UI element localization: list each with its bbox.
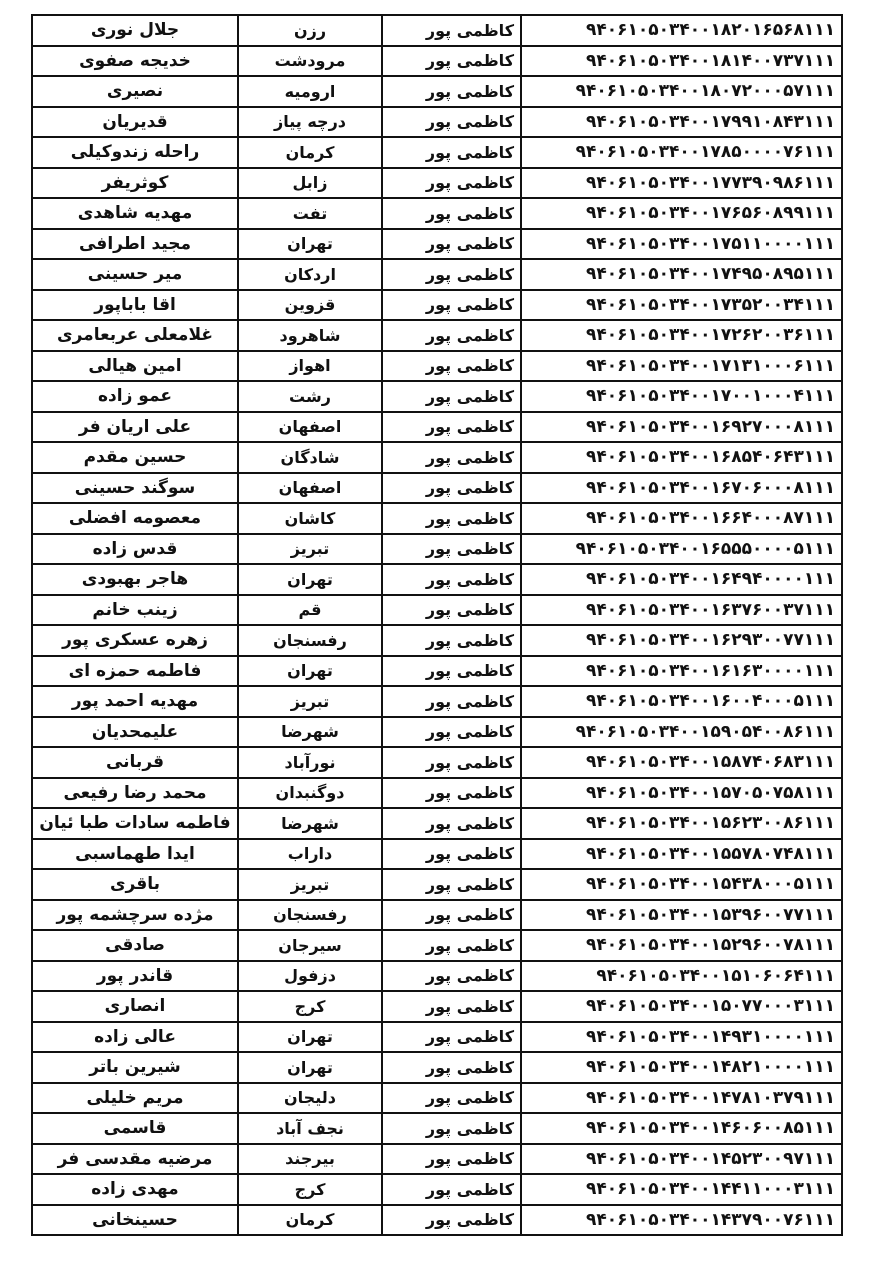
tracking-code-cell: ۹۴۰۶۱۰۵۰۳۴۰۰۱۶۰۰۴۰۰۰۵۱۱۱ bbox=[521, 686, 842, 717]
customer-name-cell: قاندر پور bbox=[32, 961, 238, 992]
customer-name-cell: قاسمی bbox=[32, 1113, 238, 1144]
city-cell: شهرضا bbox=[238, 808, 382, 839]
table-row bbox=[32, 137, 842, 168]
tracking-code-cell: ۹۴۰۶۱۰۵۰۳۴۰۰۱۵۱۰۶۰۶۴۱۱۱ bbox=[521, 961, 842, 992]
tracking-code-cell: ۹۴۰۶۱۰۵۰۳۴۰۰۱۶۳۷۶۰۰۳۷۱۱۱ bbox=[521, 595, 842, 626]
agent-cell: کاظمی پور bbox=[382, 503, 521, 534]
tracking-code-cell: ۹۴۰۶۱۰۵۰۳۴۰۰۱۵۰۷۷۰۰۰۳۱۱۱ bbox=[521, 991, 842, 1022]
table-row bbox=[32, 442, 842, 473]
table-row bbox=[32, 168, 842, 199]
city-cell: کرج bbox=[238, 991, 382, 1022]
tracking-code-cell: ۹۴۰۶۱۰۵۰۳۴۰۰۱۷۷۳۹۰۹۸۶۱۱۱ bbox=[521, 168, 842, 199]
table-row bbox=[32, 930, 842, 961]
agent-cell: کاظمی پور bbox=[382, 320, 521, 351]
city-cell: رزن bbox=[238, 15, 382, 46]
tracking-code-cell: ۹۴۰۶۱۰۵۰۳۴۰۰۱۶۶۴۰۰۰۸۷۱۱۱ bbox=[521, 503, 842, 534]
city-cell: رشت bbox=[238, 381, 382, 412]
city-cell: تفت bbox=[238, 198, 382, 229]
city-cell: شهرضا bbox=[238, 717, 382, 748]
customer-name-cell: مجید اطرافی bbox=[32, 229, 238, 260]
customer-name-cell: علیمحدیان bbox=[32, 717, 238, 748]
city-cell: کرمان bbox=[238, 137, 382, 168]
customer-name-cell: مژده سرچشمه پور bbox=[32, 900, 238, 931]
city-cell: قم bbox=[238, 595, 382, 626]
tracking-code-cell: ۹۴۰۶۱۰۵۰۳۴۰۰۱۷۲۶۲۰۰۳۶۱۱۱ bbox=[521, 320, 842, 351]
table-row bbox=[32, 1205, 842, 1236]
agent-cell: کاظمی پور bbox=[382, 564, 521, 595]
agent-cell: کاظمی پور bbox=[382, 381, 521, 412]
tracking-code-cell: ۹۴۰۶۱۰۵۰۳۴۰۰۱۷۵۱۱۰۰۰۰۱۱۱ bbox=[521, 229, 842, 260]
agent-cell: کاظمی پور bbox=[382, 1083, 521, 1114]
tracking-code-cell: ۹۴۰۶۱۰۵۰۳۴۰۰۱۵۵۷۸۰۷۴۸۱۱۱ bbox=[521, 839, 842, 870]
table-row bbox=[32, 534, 842, 565]
table-row bbox=[32, 1083, 842, 1114]
city-cell: قزوین bbox=[238, 290, 382, 321]
customer-name-cell: میر حسینی bbox=[32, 259, 238, 290]
city-cell: تهران bbox=[238, 656, 382, 687]
agent-cell: کاظمی پور bbox=[382, 930, 521, 961]
city-cell: تهران bbox=[238, 564, 382, 595]
tracking-code-cell: ۹۴۰۶۱۰۵۰۳۴۰۰۱۴۵۲۳۰۰۹۷۱۱۱ bbox=[521, 1144, 842, 1175]
customer-name-cell: قدس زاده bbox=[32, 534, 238, 565]
agent-cell: کاظمی پور bbox=[382, 473, 521, 504]
table-row bbox=[32, 290, 842, 321]
table-row bbox=[32, 625, 842, 656]
city-cell: کرج bbox=[238, 1174, 382, 1205]
agent-cell: کاظمی پور bbox=[382, 961, 521, 992]
customer-name-cell: فاطمه حمزه ای bbox=[32, 656, 238, 687]
agent-cell: کاظمی پور bbox=[382, 76, 521, 107]
tracking-code-cell: ۹۴۰۶۱۰۵۰۳۴۰۰۱۵۸۷۴۰۶۸۳۱۱۱ bbox=[521, 747, 842, 778]
table-row bbox=[32, 595, 842, 626]
tracking-code-cell: ۹۴۰۶۱۰۵۰۳۴۰۰۱۸۱۴۰۰۷۳۷۱۱۱ bbox=[521, 46, 842, 77]
customer-name-cell: عالی زاده bbox=[32, 1022, 238, 1053]
city-cell: تهران bbox=[238, 1022, 382, 1053]
table-row bbox=[32, 991, 842, 1022]
customer-name-cell: مریم خلیلی bbox=[32, 1083, 238, 1114]
tracking-code-cell: ۹۴۰۶۱۰۵۰۳۴۰۰۱۶۸۵۴۰۶۴۳۱۱۱ bbox=[521, 442, 842, 473]
city-cell: کاشان bbox=[238, 503, 382, 534]
agent-cell: کاظمی پور bbox=[382, 168, 521, 199]
customer-name-cell: کوثریفر bbox=[32, 168, 238, 199]
agent-cell: کاظمی پور bbox=[382, 137, 521, 168]
city-cell: اردکان bbox=[238, 259, 382, 290]
tracking-code-cell: ۹۴۰۶۱۰۵۰۳۴۰۰۱۴۷۸۱۰۳۷۹۱۱۱ bbox=[521, 1083, 842, 1114]
customer-name-cell: حسین مقدم bbox=[32, 442, 238, 473]
agent-cell: کاظمی پور bbox=[382, 595, 521, 626]
customer-name-cell: شیرین باتر bbox=[32, 1052, 238, 1083]
tracking-code-cell: ۹۴۰۶۱۰۵۰۳۴۰۰۱۵۹۰۵۴۰۰۸۶۱۱۱ bbox=[521, 717, 842, 748]
city-cell: دوگنبدان bbox=[238, 778, 382, 809]
table-row bbox=[32, 717, 842, 748]
tracking-code-cell: ۹۴۰۶۱۰۵۰۳۴۰۰۱۷۶۵۶۰۸۹۹۱۱۱ bbox=[521, 198, 842, 229]
customer-name-cell: صادقی bbox=[32, 930, 238, 961]
tracking-code-cell: ۹۴۰۶۱۰۵۰۳۴۰۰۱۵۲۹۶۰۰۷۸۱۱۱ bbox=[521, 930, 842, 961]
records-table bbox=[31, 14, 843, 1236]
agent-cell: کاظمی پور bbox=[382, 625, 521, 656]
agent-cell: کاظمی پور bbox=[382, 351, 521, 382]
table-row bbox=[32, 381, 842, 412]
table-row bbox=[32, 46, 842, 77]
city-cell: دزفول bbox=[238, 961, 382, 992]
table-row bbox=[32, 1144, 842, 1175]
customer-name-cell: حسینخانی bbox=[32, 1205, 238, 1236]
customer-name-cell: مرضیه مقدسی فر bbox=[32, 1144, 238, 1175]
customer-name-cell: امین هیالی bbox=[32, 351, 238, 382]
table-row bbox=[32, 564, 842, 595]
city-cell: تبریز bbox=[238, 686, 382, 717]
table-row bbox=[32, 1022, 842, 1053]
agent-cell: کاظمی پور bbox=[382, 534, 521, 565]
city-cell: درچه پیاز bbox=[238, 107, 382, 138]
agent-cell: کاظمی پور bbox=[382, 991, 521, 1022]
agent-cell: کاظمی پور bbox=[382, 717, 521, 748]
table-row bbox=[32, 900, 842, 931]
city-cell: سیرجان bbox=[238, 930, 382, 961]
customer-name-cell: مهدیه احمد پور bbox=[32, 686, 238, 717]
agent-cell: کاظمی پور bbox=[382, 900, 521, 931]
tracking-code-cell: ۹۴۰۶۱۰۵۰۳۴۰۰۱۵۶۲۳۰۰۸۶۱۱۱ bbox=[521, 808, 842, 839]
customer-name-cell: انصاری bbox=[32, 991, 238, 1022]
table-row bbox=[32, 869, 842, 900]
city-cell: اصفهان bbox=[238, 412, 382, 443]
table-row bbox=[32, 778, 842, 809]
customer-name-cell: عمو زاده bbox=[32, 381, 238, 412]
agent-cell: کاظمی پور bbox=[382, 1144, 521, 1175]
city-cell: اصفهان bbox=[238, 473, 382, 504]
table-row bbox=[32, 76, 842, 107]
agent-cell: کاظمی پور bbox=[382, 1205, 521, 1236]
city-cell: کرمان bbox=[238, 1205, 382, 1236]
tracking-code-cell: ۹۴۰۶۱۰۵۰۳۴۰۰۱۵۴۳۸۰۰۰۵۱۱۱ bbox=[521, 869, 842, 900]
city-cell: اهواز bbox=[238, 351, 382, 382]
tracking-code-cell: ۹۴۰۶۱۰۵۰۳۴۰۰۱۴۹۳۱۰۰۰۰۱۱۱ bbox=[521, 1022, 842, 1053]
agent-cell: کاظمی پور bbox=[382, 1113, 521, 1144]
agent-cell: کاظمی پور bbox=[382, 15, 521, 46]
agent-cell: کاظمی پور bbox=[382, 778, 521, 809]
city-cell: تهران bbox=[238, 229, 382, 260]
agent-cell: کاظمی پور bbox=[382, 839, 521, 870]
agent-cell: کاظمی پور bbox=[382, 198, 521, 229]
city-cell: نورآباد bbox=[238, 747, 382, 778]
customer-name-cell: معصومه افضلی bbox=[32, 503, 238, 534]
city-cell: مرودشت bbox=[238, 46, 382, 77]
table-row bbox=[32, 15, 842, 46]
tracking-code-cell: ۹۴۰۶۱۰۵۰۳۴۰۰۱۴۸۲۱۰۰۰۰۱۱۱ bbox=[521, 1052, 842, 1083]
agent-cell: کاظمی پور bbox=[382, 747, 521, 778]
table-row bbox=[32, 839, 842, 870]
customer-name-cell: زینب خانم bbox=[32, 595, 238, 626]
tracking-code-cell: ۹۴۰۶۱۰۵۰۳۴۰۰۱۸۰۷۲۰۰۰۵۷۱۱۱ bbox=[521, 76, 842, 107]
tracking-code-cell: ۹۴۰۶۱۰۵۰۳۴۰۰۱۶۱۶۳۰۰۰۰۱۱۱ bbox=[521, 656, 842, 687]
city-cell: رفسنجان bbox=[238, 625, 382, 656]
customer-name-cell: زهره عسکری پور bbox=[32, 625, 238, 656]
tracking-code-cell: ۹۴۰۶۱۰۵۰۳۴۰۰۱۷۹۹۱۰۸۴۳۱۱۱ bbox=[521, 107, 842, 138]
city-cell: ارومیه bbox=[238, 76, 382, 107]
agent-cell: کاظمی پور bbox=[382, 259, 521, 290]
customer-name-cell: سوگند حسینی bbox=[32, 473, 238, 504]
city-cell: زابل bbox=[238, 168, 382, 199]
tracking-code-cell: ۹۴۰۶۱۰۵۰۳۴۰۰۱۶۴۹۴۰۰۰۰۱۱۱ bbox=[521, 564, 842, 595]
customer-name-cell: محمد رضا رفیعی bbox=[32, 778, 238, 809]
tracking-code-cell: ۹۴۰۶۱۰۵۰۳۴۰۰۱۴۴۱۱۰۰۰۳۱۱۱ bbox=[521, 1174, 842, 1205]
customer-name-cell: مهدی زاده bbox=[32, 1174, 238, 1205]
customer-name-cell: قدیریان bbox=[32, 107, 238, 138]
city-cell: شادگان bbox=[238, 442, 382, 473]
table-row bbox=[32, 320, 842, 351]
table-row bbox=[32, 1174, 842, 1205]
city-cell: داراب bbox=[238, 839, 382, 870]
city-cell: رفسنجان bbox=[238, 900, 382, 931]
tracking-code-cell: ۹۴۰۶۱۰۵۰۳۴۰۰۱۷۴۹۵۰۸۹۵۱۱۱ bbox=[521, 259, 842, 290]
tracking-code-cell: ۹۴۰۶۱۰۵۰۳۴۰۰۱۷۸۵۰۰۰۰۷۶۱۱۱ bbox=[521, 137, 842, 168]
customer-name-cell: نصیری bbox=[32, 76, 238, 107]
city-cell: نجف آباد bbox=[238, 1113, 382, 1144]
records-table-body bbox=[32, 15, 842, 1235]
table-row bbox=[32, 808, 842, 839]
table-row bbox=[32, 107, 842, 138]
agent-cell: کاظمی پور bbox=[382, 1052, 521, 1083]
agent-cell: کاظمی پور bbox=[382, 46, 521, 77]
customer-name-cell: باقری bbox=[32, 869, 238, 900]
table-row bbox=[32, 656, 842, 687]
agent-cell: کاظمی پور bbox=[382, 1022, 521, 1053]
agent-cell: کاظمی پور bbox=[382, 442, 521, 473]
tracking-code-cell: ۹۴۰۶۱۰۵۰۳۴۰۰۱۵۳۹۶۰۰۷۷۱۱۱ bbox=[521, 900, 842, 931]
customer-name-cell: فاطمه سادات طبا ئیان bbox=[32, 808, 238, 839]
tracking-code-cell: ۹۴۰۶۱۰۵۰۳۴۰۰۱۷۰۰۱۰۰۰۴۱۱۱ bbox=[521, 381, 842, 412]
city-cell: تبریز bbox=[238, 534, 382, 565]
tracking-code-cell: ۹۴۰۶۱۰۵۰۳۴۰۰۱۸۲۰۱۶۵۶۸۱۱۱ bbox=[521, 15, 842, 46]
agent-cell: کاظمی پور bbox=[382, 107, 521, 138]
table-row bbox=[32, 961, 842, 992]
tracking-code-cell: ۹۴۰۶۱۰۵۰۳۴۰۰۱۶۹۲۷۰۰۰۸۱۱۱ bbox=[521, 412, 842, 443]
customer-name-cell: هاجر بهبودی bbox=[32, 564, 238, 595]
table-row bbox=[32, 1052, 842, 1083]
tracking-code-cell: ۹۴۰۶۱۰۵۰۳۴۰۰۱۴۳۷۹۰۰۷۶۱۱۱ bbox=[521, 1205, 842, 1236]
customer-name-cell: اقا باباپور bbox=[32, 290, 238, 321]
agent-cell: کاظمی پور bbox=[382, 229, 521, 260]
table-row bbox=[32, 259, 842, 290]
agent-cell: کاظمی پور bbox=[382, 1174, 521, 1205]
city-cell: شاهرود bbox=[238, 320, 382, 351]
customer-name-cell: علی اریان فر bbox=[32, 412, 238, 443]
city-cell: بیرجند bbox=[238, 1144, 382, 1175]
table-row bbox=[32, 351, 842, 382]
tracking-code-cell: ۹۴۰۶۱۰۵۰۳۴۰۰۱۷۳۵۲۰۰۳۴۱۱۱ bbox=[521, 290, 842, 321]
customer-name-cell: مهدیه شاهدی bbox=[32, 198, 238, 229]
city-cell: تبریز bbox=[238, 869, 382, 900]
agent-cell: کاظمی پور bbox=[382, 808, 521, 839]
city-cell: تهران bbox=[238, 1052, 382, 1083]
tracking-code-cell: ۹۴۰۶۱۰۵۰۳۴۰۰۱۶۵۵۵۰۰۰۰۵۱۱۱ bbox=[521, 534, 842, 565]
tracking-code-cell: ۹۴۰۶۱۰۵۰۳۴۰۰۱۴۶۰۶۰۰۸۵۱۱۱ bbox=[521, 1113, 842, 1144]
customer-name-cell: قربانی bbox=[32, 747, 238, 778]
city-cell: دلیجان bbox=[238, 1083, 382, 1114]
agent-cell: کاظمی پور bbox=[382, 656, 521, 687]
table-row bbox=[32, 503, 842, 534]
table-row bbox=[32, 747, 842, 778]
table-row bbox=[32, 412, 842, 443]
table-row bbox=[32, 473, 842, 504]
table-row bbox=[32, 198, 842, 229]
table-row bbox=[32, 686, 842, 717]
agent-cell: کاظمی پور bbox=[382, 869, 521, 900]
table-row bbox=[32, 229, 842, 260]
customer-name-cell: غلامعلی عربعامری bbox=[32, 320, 238, 351]
tracking-code-cell: ۹۴۰۶۱۰۵۰۳۴۰۰۱۷۱۳۱۰۰۰۶۱۱۱ bbox=[521, 351, 842, 382]
agent-cell: کاظمی پور bbox=[382, 290, 521, 321]
tracking-code-cell: ۹۴۰۶۱۰۵۰۳۴۰۰۱۵۷۰۵۰۷۵۸۱۱۱ bbox=[521, 778, 842, 809]
customer-name-cell: خدیجه صفوی bbox=[32, 46, 238, 77]
tracking-code-cell: ۹۴۰۶۱۰۵۰۳۴۰۰۱۶۷۰۶۰۰۰۸۱۱۱ bbox=[521, 473, 842, 504]
agent-cell: کاظمی پور bbox=[382, 412, 521, 443]
agent-cell: کاظمی پور bbox=[382, 686, 521, 717]
customer-name-cell: راحله زندوکیلی bbox=[32, 137, 238, 168]
customer-name-cell: جلال نوری bbox=[32, 15, 238, 46]
customer-name-cell: ایدا طهماسبی bbox=[32, 839, 238, 870]
tracking-code-cell: ۹۴۰۶۱۰۵۰۳۴۰۰۱۶۲۹۳۰۰۷۷۱۱۱ bbox=[521, 625, 842, 656]
table-row bbox=[32, 1113, 842, 1144]
